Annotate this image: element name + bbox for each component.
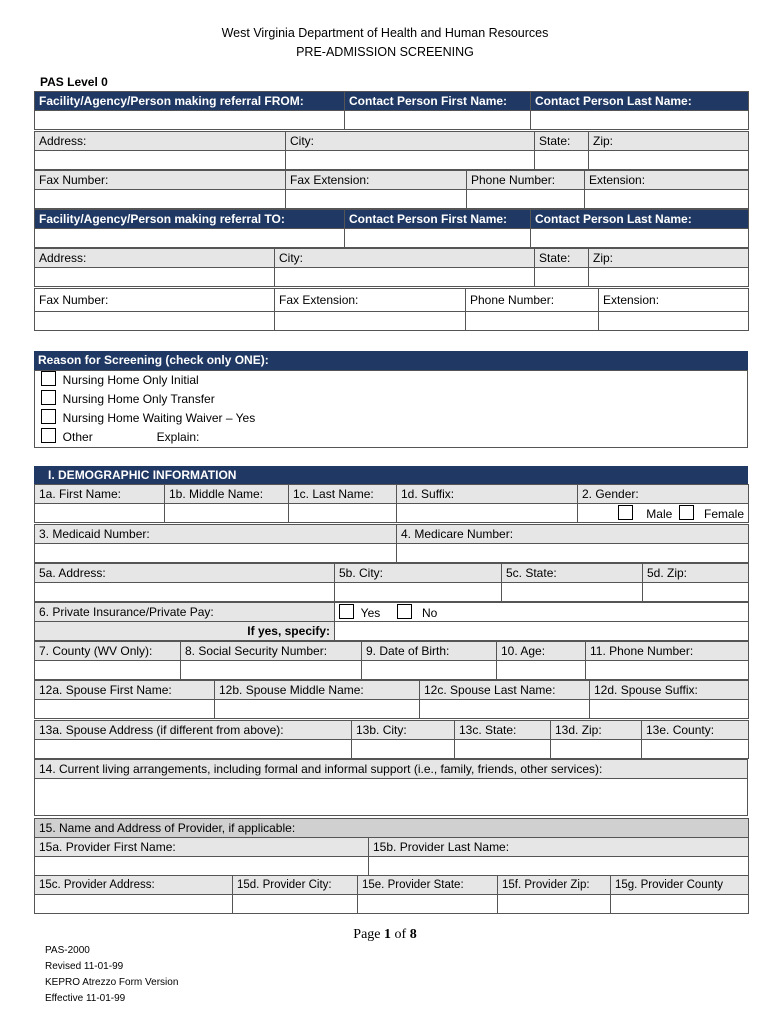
page-total: 8	[409, 927, 417, 942]
male-label: Male	[646, 507, 673, 521]
spouse-last-field[interactable]	[420, 700, 590, 719]
dob-field[interactable]	[362, 661, 497, 680]
provider-county-field[interactable]	[611, 895, 749, 914]
medicaid-field[interactable]	[35, 544, 397, 563]
from-fax-label: Fax Number:	[35, 171, 286, 190]
provider-label: 15. Name and Address of Provider, if applicable:	[35, 819, 749, 838]
spouse-suffix-label: 12d. Spouse Suffix:	[590, 681, 749, 700]
referral-from-header: Facility/Agency/Person making referral FROM:	[35, 92, 345, 111]
referral-to-fax-table	[34, 288, 749, 331]
medicaid-label: 3. Medicaid Number:	[35, 525, 397, 544]
from-fax-field[interactable]	[35, 190, 286, 209]
spouse-county-label: 13e. County:	[642, 721, 749, 740]
referral-from-fax-table	[34, 170, 749, 209]
provider-last-field[interactable]	[369, 857, 749, 876]
county-label: 7. County (WV Only):	[35, 642, 181, 661]
state-label: 5c. State:	[502, 564, 643, 583]
reason-option-initial[interactable]	[35, 371, 747, 390]
no-label: No	[421, 606, 438, 620]
from-city-label: City:	[286, 132, 535, 151]
no-checkbox[interactable]	[397, 604, 412, 619]
to-city-field[interactable]	[275, 268, 535, 287]
female-label: Female	[703, 507, 744, 521]
first-name-field[interactable]	[35, 504, 165, 523]
insurance-label: 6. Private Insurance/Private Pay:	[35, 603, 335, 622]
spouse-state-field[interactable]	[455, 740, 551, 759]
from-city-field[interactable]	[286, 151, 535, 170]
provider-address-label: 15c. Provider Address:	[35, 876, 233, 895]
to-fax-label: Fax Number:	[35, 289, 275, 312]
to-phone-label: Phone Number:	[466, 289, 599, 312]
spouse-first-label: 12a. Spouse First Name:	[35, 681, 215, 700]
reason-option-other[interactable]	[35, 428, 747, 447]
city-label: 5b. City:	[335, 564, 502, 583]
dob-label: 9. Date of Birth:	[362, 642, 497, 661]
city-field[interactable]	[335, 583, 502, 602]
spouse-address-label: 13a. Spouse Address (if different from above):	[35, 721, 352, 740]
living-field[interactable]	[35, 779, 748, 816]
provider-city-field[interactable]	[233, 895, 358, 914]
from-zip-field[interactable]	[589, 151, 749, 170]
address-table	[34, 563, 749, 602]
spouse-middle-label: 12b. Spouse Middle Name:	[215, 681, 420, 700]
from-contact-first-header: Contact Person First Name:	[345, 92, 531, 111]
page-current: 1	[384, 927, 392, 942]
referral-to-header: Facility/Agency/Person making referral TO:	[35, 210, 345, 229]
to-facility-field[interactable]	[35, 229, 345, 248]
age-label: 10. Age:	[497, 642, 586, 661]
spouse-zip-label: 13d. Zip:	[551, 721, 642, 740]
medicaid-table	[34, 524, 749, 563]
from-state-label: State:	[535, 132, 589, 151]
demographic-header	[34, 466, 748, 484]
state-field[interactable]	[502, 583, 643, 602]
provider-state-field[interactable]	[358, 895, 498, 914]
pas-level: PAS Level 0	[40, 75, 108, 89]
explain-label: Explain:	[156, 430, 200, 444]
yes-checkbox[interactable]	[339, 604, 354, 619]
from-phone-field[interactable]	[467, 190, 585, 209]
to-zip-label: Zip:	[589, 249, 749, 268]
middle-name-label: 1b. Middle Name:	[165, 485, 289, 504]
to-fax-ext-label: Fax Extension:	[275, 289, 466, 312]
form-title: PRE-ADMISSION SCREENING	[296, 45, 474, 59]
to-contact-first-field[interactable]	[345, 229, 531, 248]
reason-option-label: Other	[62, 430, 93, 444]
effective-date: Effective 11-01-99	[45, 993, 126, 1004]
to-ext-label: Extension:	[599, 289, 749, 312]
from-contact-last-field[interactable]	[531, 111, 749, 130]
to-contact-last-field[interactable]	[531, 229, 749, 248]
provider-county-label: 15g. Provider County	[611, 876, 749, 895]
zip-label: 5d. Zip:	[643, 564, 749, 583]
to-city-label: City:	[275, 249, 535, 268]
ssn-field[interactable]	[181, 661, 362, 680]
reason-header: Reason for Screening (check only ONE):	[34, 351, 748, 370]
reason-option-transfer[interactable]	[35, 390, 747, 409]
spouse-suffix-field[interactable]	[590, 700, 749, 719]
spouse-state-label: 13c. State:	[455, 721, 551, 740]
ssn-label: 8. Social Security Number:	[181, 642, 362, 661]
form-version: KEPRO Atrezzo Form Version	[45, 977, 179, 988]
spouse-last-label: 12c. Spouse Last Name:	[420, 681, 590, 700]
spouse-name-table	[34, 680, 749, 719]
provider-first-label: 15a. Provider First Name:	[35, 838, 369, 857]
age-field[interactable]	[497, 661, 586, 680]
from-address-field[interactable]	[35, 151, 286, 170]
gender-label: 2. Gender:	[578, 485, 749, 504]
insurance-table	[34, 602, 749, 641]
living-label: 14. Current living arrangements, including formal and informal support (i.e., family, friends, other services):	[35, 760, 748, 779]
from-ext-field[interactable]	[585, 190, 749, 209]
last-name-field[interactable]	[289, 504, 397, 523]
checkbox[interactable]	[41, 390, 56, 405]
to-address-label: Address:	[35, 249, 275, 268]
page-prefix: Page	[353, 927, 385, 942]
specify-label: If yes, specify:	[35, 622, 335, 641]
provider-zip-field[interactable]	[498, 895, 611, 914]
checkbox[interactable]	[41, 409, 56, 424]
county-table	[34, 641, 749, 680]
living-table	[34, 759, 748, 816]
to-contact-last-header: Contact Person Last Name:	[531, 210, 749, 229]
form-number: PAS-2000	[45, 945, 90, 956]
spouse-city-label: 13b. City:	[352, 721, 455, 740]
to-state-label: State:	[535, 249, 589, 268]
from-state-field[interactable]	[535, 151, 589, 170]
reason-option-label: Nursing Home Waiting Waiver – Yes	[62, 411, 256, 425]
female-checkbox[interactable]	[679, 505, 694, 520]
county-field[interactable]	[35, 661, 181, 680]
zip-field[interactable]	[643, 583, 749, 602]
referral-to-address-table	[34, 248, 749, 287]
reason-option-label: Nursing Home Only Transfer	[62, 392, 215, 406]
address-field[interactable]	[35, 583, 335, 602]
provider-city-label: 15d. Provider City:	[233, 876, 358, 895]
spouse-middle-field[interactable]	[215, 700, 420, 719]
to-fax-field[interactable]	[35, 312, 275, 331]
specify-field[interactable]	[335, 622, 749, 641]
from-ext-label: Extension:	[585, 171, 749, 190]
provider-table	[34, 818, 749, 876]
suffix-field[interactable]	[397, 504, 578, 523]
medicare-field[interactable]	[397, 544, 749, 563]
checkbox[interactable]	[41, 428, 56, 443]
page-number	[0, 927, 770, 943]
spouse-first-field[interactable]	[35, 700, 215, 719]
from-address-label: Address:	[35, 132, 286, 151]
referral-to-table	[34, 209, 749, 248]
checkbox[interactable]	[41, 371, 56, 386]
agency-title: West Virginia Department of Health and Human Resources	[221, 26, 549, 40]
suffix-label: 1d. Suffix:	[397, 485, 578, 504]
medicare-label: 4. Medicare Number:	[397, 525, 749, 544]
reason-options	[34, 370, 748, 448]
gender-options	[578, 504, 749, 523]
spouse-county-field[interactable]	[642, 740, 749, 759]
spouse-city-field[interactable]	[352, 740, 455, 759]
from-contact-first-field[interactable]	[345, 111, 531, 130]
to-zip-field[interactable]	[589, 268, 749, 287]
provider-address-table	[34, 875, 749, 914]
from-zip-label: Zip:	[589, 132, 749, 151]
provider-address-field[interactable]	[35, 895, 233, 914]
last-name-label: 1c. Last Name:	[289, 485, 397, 504]
insurance-options	[335, 603, 749, 622]
provider-first-field[interactable]	[35, 857, 369, 876]
revised-date: Revised 11-01-99	[45, 961, 124, 972]
from-fax-ext-label: Fax Extension:	[286, 171, 467, 190]
from-contact-last-header: Contact Person Last Name:	[531, 92, 749, 111]
yes-label: Yes	[360, 606, 381, 620]
from-phone-label: Phone Number:	[467, 171, 585, 190]
spouse-address-field[interactable]	[35, 740, 352, 759]
provider-last-label: 15b. Provider Last Name:	[369, 838, 749, 857]
to-fax-ext-field[interactable]	[275, 312, 466, 331]
page-of: of	[391, 927, 410, 942]
to-phone-field[interactable]	[466, 312, 599, 331]
reason-option-waiver[interactable]	[35, 409, 747, 428]
provider-zip-label: 15f. Provider Zip:	[498, 876, 611, 895]
address-label: 5a. Address:	[35, 564, 335, 583]
name-table	[34, 484, 749, 523]
referral-from-table	[34, 91, 749, 130]
provider-state-label: 15e. Provider State:	[358, 876, 498, 895]
demographic-title: I. DEMOGRAPHIC INFORMATION	[48, 468, 237, 482]
male-checkbox[interactable]	[618, 505, 633, 520]
spouse-address-table	[34, 720, 749, 759]
to-state-field[interactable]	[535, 268, 589, 287]
spouse-zip-field[interactable]	[551, 740, 642, 759]
first-name-label: 1a. First Name:	[35, 485, 165, 504]
to-ext-field[interactable]	[599, 312, 749, 331]
referral-from-address-table	[34, 131, 749, 170]
to-address-field[interactable]	[35, 268, 275, 287]
middle-name-field[interactable]	[165, 504, 289, 523]
to-contact-first-header: Contact Person First Name:	[345, 210, 531, 229]
phone-label: 11. Phone Number:	[586, 642, 749, 661]
reason-option-label: Nursing Home Only Initial	[62, 373, 199, 387]
from-facility-field[interactable]	[35, 111, 345, 130]
from-fax-ext-field[interactable]	[286, 190, 467, 209]
phone-field[interactable]	[586, 661, 749, 680]
